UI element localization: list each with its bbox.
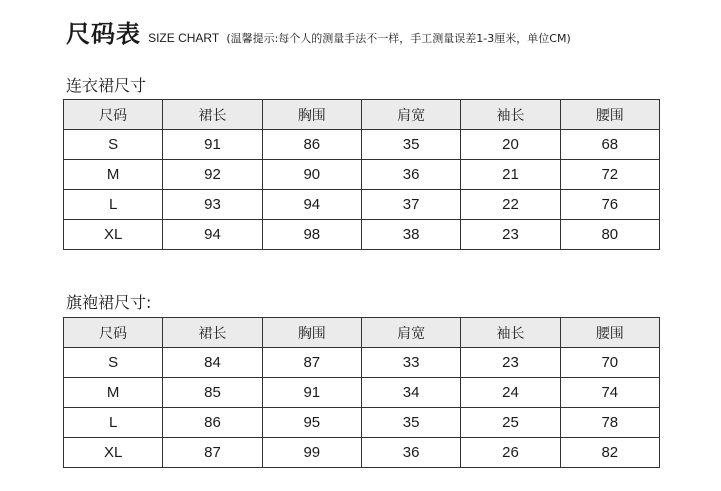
measurement-cell: 87 (163, 438, 262, 468)
page-subtitle-note: (温馨提示:每个人的测量手法不一样，手工测量误差1-3厘米，单位CM) (226, 32, 571, 45)
measurement-cell: 87 (262, 348, 361, 378)
table-row (64, 378, 660, 408)
measurement-cell: 21 (461, 160, 560, 190)
measurement-cell: 92 (163, 160, 262, 190)
measurement-cell: 91 (163, 130, 262, 160)
measurement-cell: 26 (461, 438, 560, 468)
measurement-cell: 35 (361, 130, 460, 160)
column-header: 尺码 (64, 100, 163, 130)
measurement-cell: 34 (361, 378, 460, 408)
measurement-cell: 82 (560, 438, 659, 468)
measurement-cell: 72 (560, 160, 659, 190)
measurement-cell: 37 (361, 190, 460, 220)
dress-section-heading: 连衣裙尺寸 (66, 76, 147, 95)
qipao-size-table (63, 317, 660, 468)
measurement-cell: 94 (163, 220, 262, 250)
table-row (64, 348, 660, 378)
page-subtitle-en: SIZE CHART (148, 31, 220, 45)
table-row (64, 130, 660, 160)
table-row (64, 190, 660, 220)
size-label-cell: XL (64, 220, 163, 250)
measurement-cell: 90 (262, 160, 361, 190)
size-label-cell: L (64, 408, 163, 438)
measurement-cell: 36 (361, 160, 460, 190)
column-header: 腰围 (560, 318, 659, 348)
column-header: 尺码 (64, 318, 163, 348)
measurement-cell: 78 (560, 408, 659, 438)
measurement-cell: 93 (163, 190, 262, 220)
size-label-cell: L (64, 190, 163, 220)
measurement-cell: 22 (461, 190, 560, 220)
table-header-row (64, 100, 660, 130)
size-label-cell: S (64, 130, 163, 160)
measurement-cell: 95 (262, 408, 361, 438)
measurement-cell: 68 (560, 130, 659, 160)
qipao-section-heading: 旗袍裙尺寸: (66, 293, 152, 312)
column-header: 袖长 (461, 100, 560, 130)
column-header: 胸围 (262, 100, 361, 130)
measurement-cell: 35 (361, 408, 460, 438)
measurement-cell: 24 (461, 378, 560, 408)
size-label-cell: M (64, 160, 163, 190)
measurement-cell: 33 (361, 348, 460, 378)
page-title: 尺码表 (66, 20, 141, 48)
column-header: 胸围 (262, 318, 361, 348)
table-header-row (64, 318, 660, 348)
size-label-cell: M (64, 378, 163, 408)
measurement-cell: 70 (560, 348, 659, 378)
measurement-cell: 84 (163, 348, 262, 378)
column-header: 肩宽 (361, 100, 460, 130)
table-row (64, 408, 660, 438)
column-header: 腰围 (560, 100, 659, 130)
measurement-cell: 76 (560, 190, 659, 220)
measurement-cell: 25 (461, 408, 560, 438)
table-row (64, 160, 660, 190)
dress-size-table (63, 99, 660, 250)
measurement-cell: 23 (461, 220, 560, 250)
size-label-cell: S (64, 348, 163, 378)
measurement-cell: 91 (262, 378, 361, 408)
measurement-cell: 80 (560, 220, 659, 250)
column-header: 肩宽 (361, 318, 460, 348)
measurement-cell: 94 (262, 190, 361, 220)
measurement-cell: 74 (560, 378, 659, 408)
column-header: 袖长 (461, 318, 560, 348)
measurement-cell: 86 (262, 130, 361, 160)
chart-header (66, 14, 571, 49)
measurement-cell: 99 (262, 438, 361, 468)
table-row (64, 220, 660, 250)
column-header: 裙长 (163, 318, 262, 348)
measurement-cell: 20 (461, 130, 560, 160)
measurement-cell: 23 (461, 348, 560, 378)
column-header: 裙长 (163, 100, 262, 130)
measurement-cell: 98 (262, 220, 361, 250)
measurement-cell: 85 (163, 378, 262, 408)
measurement-cell: 36 (361, 438, 460, 468)
size-label-cell: XL (64, 438, 163, 468)
table-row (64, 438, 660, 468)
measurement-cell: 38 (361, 220, 460, 250)
measurement-cell: 86 (163, 408, 262, 438)
